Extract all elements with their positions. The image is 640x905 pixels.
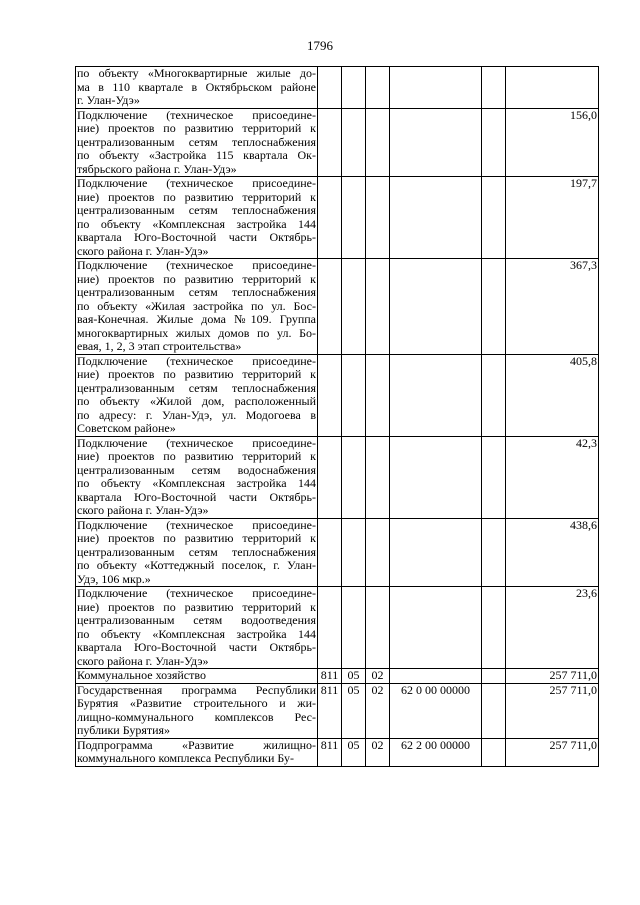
expense-type-cell [482, 436, 506, 518]
ministry-code-cell: 811 [318, 683, 342, 738]
item-name-line: ние) проектов по развитию территорий к [77, 531, 316, 545]
amount-cell: 156,0 [506, 108, 599, 177]
item-name-line: централизованным сетям теплоснабжения [77, 380, 316, 395]
item-name-cell [76, 436, 318, 518]
subsection-code-cell: 02 [366, 683, 390, 738]
target-article-cell [390, 354, 482, 436]
section-code-cell [342, 108, 366, 177]
item-name-line: г. Улан-Удэ» [77, 93, 140, 107]
item-name-line: ского района г. Улан-Удэ» [77, 243, 209, 258]
table-row [76, 587, 599, 669]
item-name-line: ние) проектов по развитию территорий к [77, 449, 316, 463]
table-row [76, 683, 599, 738]
section-code-cell [342, 67, 366, 109]
item-name-line: ского района г. Улан-Удэ» [77, 653, 209, 668]
item-name-line: по объекту «Жилая застройка по ул. Бос- [77, 298, 316, 313]
table-row [76, 259, 599, 355]
subsection-code-cell [366, 177, 390, 259]
ministry-code-cell [318, 518, 342, 587]
item-name-line: Подключение (техническое присоедине- [77, 518, 316, 532]
item-name-line: Подключение (техническое присоедине- [77, 354, 316, 368]
amount-cell: 197,7 [506, 177, 599, 259]
target-article-cell: 62 2 00 00000 [390, 738, 482, 766]
expense-type-cell [482, 354, 506, 436]
item-name-line: вая-Конечная. Жилые дома №109. Группа [77, 312, 316, 326]
amount-cell: 23,6 [506, 587, 599, 669]
item-name-line: Подключение (техническое присоедине- [77, 176, 316, 190]
item-name-cell [76, 669, 318, 684]
item-name-cell [76, 259, 318, 355]
subsection-code-cell [366, 67, 390, 109]
ministry-code-cell [318, 67, 342, 109]
item-name-line: по объекту «Комплексная застройка 144 [77, 626, 316, 641]
item-name-line: Коммунальное хозяйство [77, 668, 206, 682]
table-row [76, 177, 599, 259]
section-code-cell [342, 354, 366, 436]
target-article-cell [390, 436, 482, 518]
item-name-line: Государственная программа Республики [77, 683, 316, 697]
table-row [76, 738, 599, 766]
section-code-cell [342, 177, 366, 259]
item-name-line: Подпрограмма «Развитие жилищно- [77, 738, 316, 752]
table-row [76, 436, 599, 518]
ministry-code-cell: 811 [318, 738, 342, 766]
target-article-cell [390, 587, 482, 669]
item-name-line: ние) проектов по развитию территорий к [77, 367, 316, 381]
expense-type-cell [482, 108, 506, 177]
expense-type-cell [482, 683, 506, 738]
item-name-line: централизованным сетям водоотведения [77, 613, 316, 627]
amount-cell: 42,3 [506, 436, 599, 518]
item-name-line: ского района г. Улан-Удэ» [77, 503, 209, 517]
item-name-line: Бурятия «Развитие строительного и жи- [77, 696, 316, 710]
table-row [76, 108, 599, 177]
table-row [76, 518, 599, 587]
section-code-cell [342, 436, 366, 518]
item-name-cell [76, 587, 318, 669]
item-name-line: по объекту «Застройка 115 квартала Ок- [77, 148, 316, 162]
expense-type-cell [482, 259, 506, 355]
amount-cell: 405,8 [506, 354, 599, 436]
target-article-cell [390, 67, 482, 109]
page-number: 1796 [307, 38, 333, 53]
amount-cell: 257 711,0 [506, 683, 599, 738]
section-code-cell: 05 [342, 683, 366, 738]
ministry-code-cell [318, 259, 342, 355]
item-name-cell [76, 354, 318, 436]
item-name-line: по адресу: г. Улан-Удэ, ул. Модогоева в [77, 407, 316, 422]
ministry-code-cell: 811 [318, 669, 342, 684]
subsection-code-cell [366, 518, 390, 587]
table-row [76, 354, 599, 436]
target-article-cell [390, 669, 482, 684]
item-name-line: квартала Юго-Восточной части Октябрь- [77, 640, 316, 654]
item-name-line: Удэ, 106 мкр.» [77, 571, 151, 586]
table-row [76, 67, 599, 109]
expense-type-cell [482, 738, 506, 766]
item-name-line: централизованным сетям теплоснабжения [77, 285, 316, 299]
expense-type-cell [482, 669, 506, 684]
ministry-code-cell [318, 587, 342, 669]
target-article-cell: 62 0 00 00000 [390, 683, 482, 738]
item-name-line: лищно-коммунального комплексов Рес- [77, 709, 316, 724]
ministry-code-cell [318, 108, 342, 177]
subsection-code-cell: 02 [366, 669, 390, 684]
ministry-code-cell [318, 436, 342, 518]
item-name-line: по объекту «Жилой дом, расположенный [77, 394, 316, 408]
ministry-code-cell [318, 177, 342, 259]
item-name-line: ние) проектов по развитию территорий к [77, 189, 316, 204]
item-name-line: Подключение (техническое присоедине- [77, 258, 316, 272]
item-name-line: ма в 110 квартале в Октябрьском районе [77, 79, 316, 94]
item-name-cell [76, 738, 318, 766]
ministry-code-cell [318, 354, 342, 436]
amount-cell: 257 711,0 [506, 738, 599, 766]
item-name-line: квартала Юго-Восточной части Октябрь- [77, 489, 316, 504]
target-article-cell [390, 518, 482, 587]
section-code-cell [342, 587, 366, 669]
item-name-line: по объекту «Коттеджный поселок, г. Улан- [77, 558, 316, 572]
item-name-cell [76, 683, 318, 738]
item-name-line: ние) проектов по развитию территорий к [77, 271, 316, 286]
item-name-cell [76, 108, 318, 177]
amount-cell: 367,3 [506, 259, 599, 355]
section-code-cell: 05 [342, 669, 366, 684]
subsection-code-cell: 02 [366, 738, 390, 766]
subsection-code-cell [366, 436, 390, 518]
expense-type-cell [482, 67, 506, 109]
table-row [76, 669, 599, 684]
amount-cell [506, 67, 599, 109]
item-name-cell [76, 67, 318, 109]
item-name-line: централизованным сетям теплоснабжения [77, 134, 316, 149]
item-name-line: централизованным сетям теплоснабжения [77, 544, 316, 559]
subsection-code-cell [366, 354, 390, 436]
item-name-line: централизованным сетям теплоснабжения [77, 203, 316, 217]
item-name-line: публики Бурятия» [77, 723, 171, 737]
item-name-line: Подключение (техническое присоедине- [77, 108, 316, 122]
budget-table [75, 66, 599, 767]
subsection-code-cell [366, 259, 390, 355]
item-name-line: ние) проектов по развитию территорий к [77, 599, 316, 614]
item-name-line: тябрьского района г. Улан-Удэ» [77, 161, 237, 176]
item-name-line: многоквартирных жилых домов по ул. Бо- [77, 325, 316, 340]
item-name-line: ние) проектов по развитию территорий к [77, 121, 316, 135]
subsection-code-cell [366, 108, 390, 177]
item-name-line: коммунального комплекса Республики Бу- [77, 751, 294, 765]
item-name-line: квартала Юго-Восточной части Октябрь- [77, 230, 316, 244]
expense-type-cell [482, 587, 506, 669]
amount-cell: 438,6 [506, 518, 599, 587]
section-code-cell: 05 [342, 738, 366, 766]
item-name-line: централизованным сетям водоснабжения [77, 462, 316, 477]
target-article-cell [390, 108, 482, 177]
subsection-code-cell [366, 587, 390, 669]
table-body [76, 67, 599, 767]
expense-type-cell [482, 177, 506, 259]
item-name-line: по объекту «Комплексная застройка 144 [77, 476, 316, 490]
item-name-line: Подключение (техническое присоедине- [77, 586, 316, 600]
section-code-cell [342, 518, 366, 587]
amount-cell: 257 711,0 [506, 669, 599, 684]
item-name-line: Подключение (техническое присоедине- [77, 436, 316, 450]
item-name-line: Советском районе» [77, 421, 176, 435]
target-article-cell [390, 177, 482, 259]
item-name-line: по объекту «Комплексная застройка 144 [77, 216, 316, 231]
item-name-cell [76, 177, 318, 259]
expense-type-cell [482, 518, 506, 587]
item-name-cell [76, 518, 318, 587]
item-name-line: по объекту «Многоквартирные жилые до- [77, 66, 316, 80]
section-code-cell [342, 259, 366, 355]
item-name-line: евая, 1, 2, 3 этап строительства» [77, 339, 242, 353]
target-article-cell [390, 259, 482, 355]
